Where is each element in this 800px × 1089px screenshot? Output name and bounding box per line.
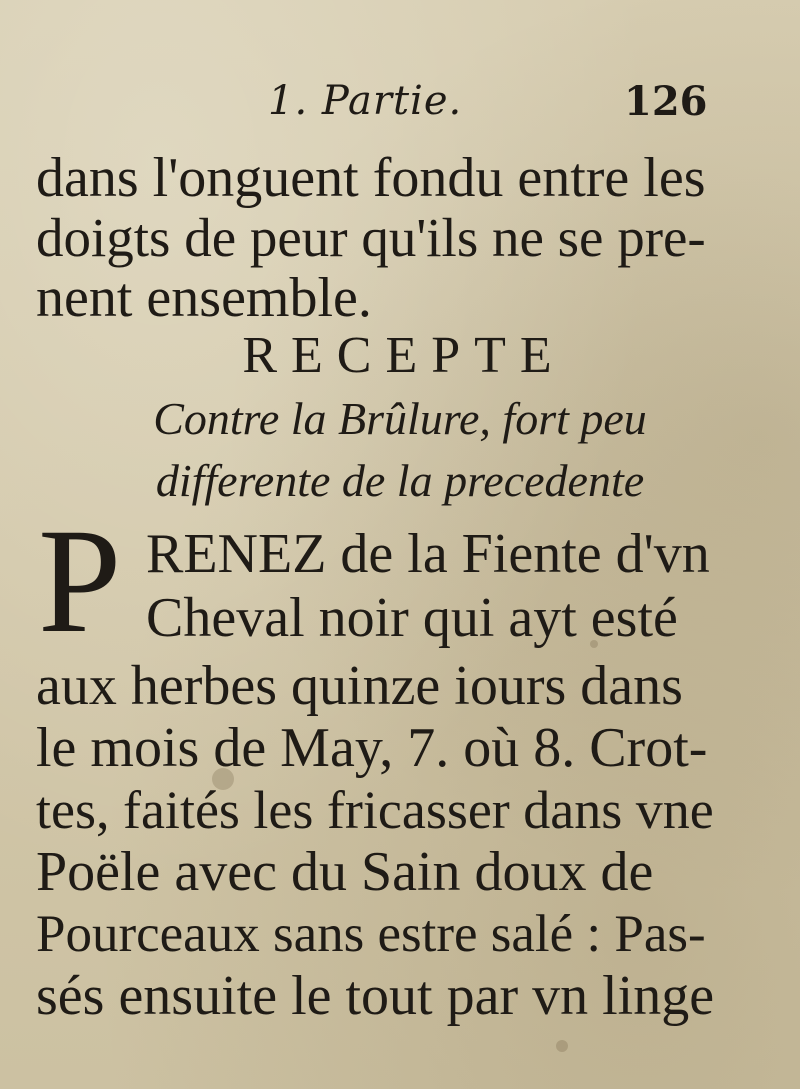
- text-line: aux herbes quinze iours dans: [36, 655, 683, 717]
- text-line: Poële avec du Sain doux de: [36, 841, 654, 903]
- text-line: dans l'onguent fondu entre les: [36, 147, 706, 209]
- text-line: tes, faités les fricasser dans vne: [36, 780, 714, 840]
- page-number: 126: [624, 78, 708, 125]
- recipe-subheading-line: Contre la Brûlure, fort peu: [153, 393, 647, 444]
- recipe-subheading-line: differente de la precedente: [155, 455, 645, 506]
- text-line: le mois de May, 7. où 8. Crot-: [36, 717, 708, 779]
- recipe-heading: RECEPTE: [242, 327, 566, 384]
- text-line: Cheval noir qui ayt esté: [146, 587, 678, 649]
- paper-stain: [556, 1040, 568, 1052]
- text-line: sés ensuite le tout par vn linge: [36, 965, 715, 1027]
- drop-cap: P: [38, 498, 122, 664]
- text-line: nent ensemble.: [36, 267, 372, 329]
- text-line: Pourceaux sans estre salé : Pas-: [36, 905, 706, 963]
- page-header: [0, 72, 800, 132]
- running-title: 1. Partie.: [268, 78, 463, 124]
- text-line: RENEZ de la Fiente d'vn: [146, 523, 710, 585]
- text-line: doigts de peur qu'ils ne se pre-: [36, 207, 706, 268]
